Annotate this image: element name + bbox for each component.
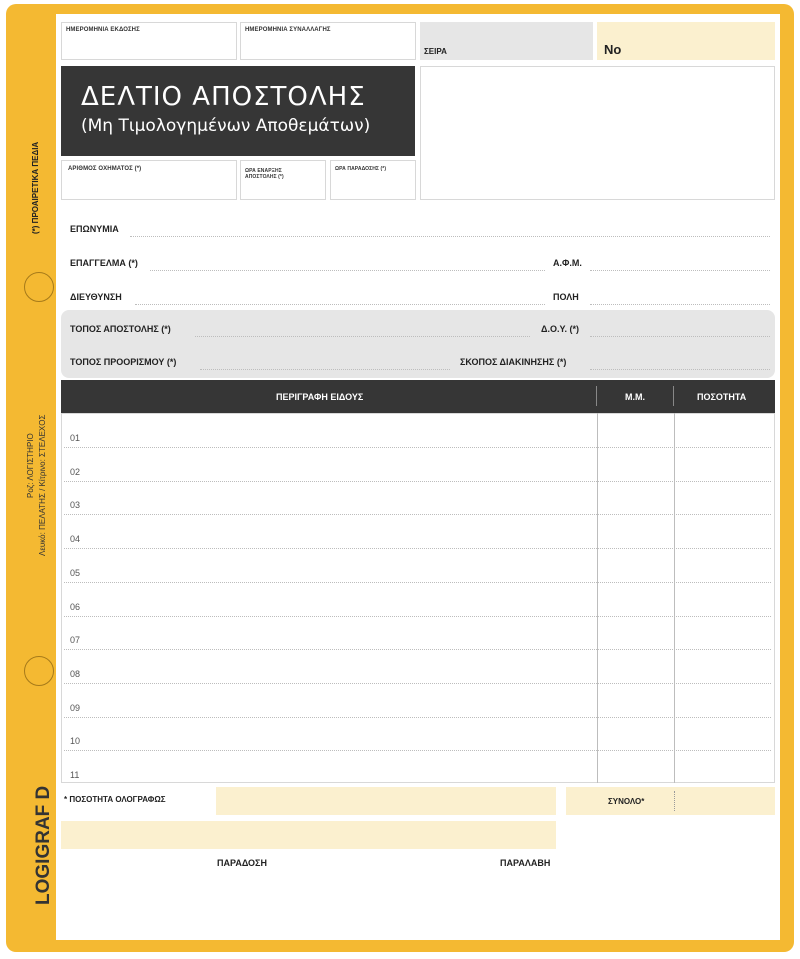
binder-hole-bottom (24, 656, 54, 686)
table-row[interactable] (64, 649, 771, 650)
series-box[interactable] (420, 22, 593, 60)
vehicle-number-box[interactable] (61, 160, 237, 200)
col-divider-unit (597, 413, 598, 783)
vat-line[interactable] (590, 270, 770, 271)
delivery-signature-label: ΠΑΡΑΔΟΣΗ (217, 858, 267, 868)
table-row[interactable] (64, 616, 771, 617)
table-row[interactable] (64, 548, 771, 549)
dispatch-place-label: ΤΟΠΟΣ ΑΠΟΣΤΟΛΗΣ (*) (70, 324, 171, 334)
col-quantity: ΠΟΣΟΤΗΤΑ (697, 392, 747, 402)
brand-logo: LOGIGRAF D (33, 785, 54, 905)
optional-fields-note: (*) ΠΡΟΑΙΡΕΤΙΚΑ ΠΕΔΙΑ (31, 141, 40, 234)
stamp-area (420, 66, 775, 200)
header-divider-2 (673, 386, 674, 406)
transaction-date-box[interactable] (240, 22, 416, 60)
table-row[interactable] (64, 481, 771, 482)
delivery-time-box[interactable] (330, 160, 416, 200)
city-label: ΠΟΛΗ (553, 292, 579, 302)
profession-line[interactable] (150, 270, 545, 271)
binder-hole-top (24, 272, 54, 302)
table-row[interactable] (64, 514, 771, 515)
issue-date-box[interactable] (61, 22, 237, 60)
total-divider (674, 791, 675, 811)
address-line[interactable] (135, 304, 545, 305)
number-box[interactable] (597, 22, 775, 60)
row-number: 10 (70, 736, 81, 746)
vehicle-number-label: ΑΡΙΘΜΟΣ ΟΧΗΜΑΤΟΣ (*) (68, 166, 142, 172)
start-time-label-2: ΑΠΟΣΤΟΛΗΣ (*) (245, 174, 284, 180)
purpose-label: ΣΚΟΠΟΣ ΔΙΑΚΙΝΗΣΗΣ (*) (460, 357, 567, 367)
total-label: ΣΥΝΟΛΟ* (608, 797, 645, 806)
company-name-line[interactable] (130, 236, 770, 237)
title-block (61, 66, 415, 156)
destination-label: ΤΟΠΟΣ ΠΡΟΟΡΙΣΜΟΥ (*) (70, 357, 177, 367)
table-row[interactable] (64, 750, 771, 751)
total-box[interactable] (566, 787, 775, 815)
qty-words-field-2[interactable] (61, 821, 556, 849)
col-description: ΠΕΡΙΓΡΑΦΗ ΕΙΔΟΥΣ (276, 392, 364, 402)
document-subtitle: (Μη Τιμολογημένων Αποθεμάτων) (81, 116, 371, 136)
row-number: 07 (70, 635, 81, 645)
address-label: ΔΙΕΥΘΥΝΣΗ (70, 292, 122, 302)
company-name-label: ΕΠΩΝΥΜΙΑ (70, 224, 119, 234)
start-time-label-1: ΩΡΑ ΕΝΑΡΞΗΣ (245, 168, 282, 174)
vat-label: Α.Φ.Μ. (553, 258, 582, 268)
dispatch-place-line[interactable] (195, 336, 530, 337)
purpose-line[interactable] (590, 369, 770, 370)
issue-date-label: ΗΜΕΡΟΜΗΝΙΑ ΕΚΔΟΣΗΣ (66, 27, 140, 33)
tax-office-line[interactable] (590, 336, 770, 337)
profession-label: ΕΠΑΓΓΕΛΜΑ (*) (70, 258, 138, 268)
row-number: 03 (70, 500, 81, 510)
table-row[interactable] (64, 717, 771, 718)
items-table-body (61, 413, 775, 783)
city-line[interactable] (590, 304, 770, 305)
dispatch-band (61, 310, 775, 378)
table-row[interactable] (64, 582, 771, 583)
tax-office-label: Δ.Ο.Υ. (*) (541, 324, 579, 334)
destination-line[interactable] (200, 369, 450, 370)
start-time-box[interactable] (240, 160, 326, 200)
copies-note-pink: Ροζ: ΛΟΓΙΣΤΗΡΙΟ (26, 433, 35, 498)
number-label: No (604, 42, 622, 57)
series-label: ΣΕΙΡΑ (424, 47, 447, 56)
row-number: 09 (70, 703, 81, 713)
row-number: 04 (70, 534, 81, 544)
row-number: 08 (70, 669, 81, 679)
delivery-time-label: ΩΡΑ ΠΑΡΑΔΟΣΗΣ (*) (335, 166, 387, 172)
row-number: 02 (70, 467, 81, 477)
document-title: ΔΕΛΤΙΟ ΑΠΟΣΤΟΛΗΣ (81, 82, 366, 112)
qty-words-field[interactable] (216, 787, 556, 815)
receipt-signature-label: ΠΑΡΑΛΑΒΗ (500, 858, 551, 868)
col-unit: Μ.Μ. (625, 392, 645, 402)
col-divider-qty (674, 413, 675, 783)
row-number: 06 (70, 602, 81, 612)
row-number: 01 (70, 433, 81, 443)
table-row[interactable] (64, 683, 771, 684)
qty-words-label: * ΠΟΣΟΤΗΤΑ ΟΛΟΓΡΑΦΩΣ (64, 795, 166, 804)
table-row[interactable] (64, 447, 771, 448)
header-divider-1 (596, 386, 597, 406)
items-table-header (61, 380, 775, 413)
copies-note-white-yellow: Λευκό: ΠΕΛΑΤΗΣ / Κίτρινο: ΣΤΕΛΕΧΟΣ (38, 414, 47, 556)
transaction-date-label: ΗΜΕΡΟΜΗΝΙΑ ΣΥΝΑΛΛΑΓΗΣ (245, 27, 331, 33)
row-number: 05 (70, 568, 81, 578)
row-number: 11 (70, 770, 80, 780)
